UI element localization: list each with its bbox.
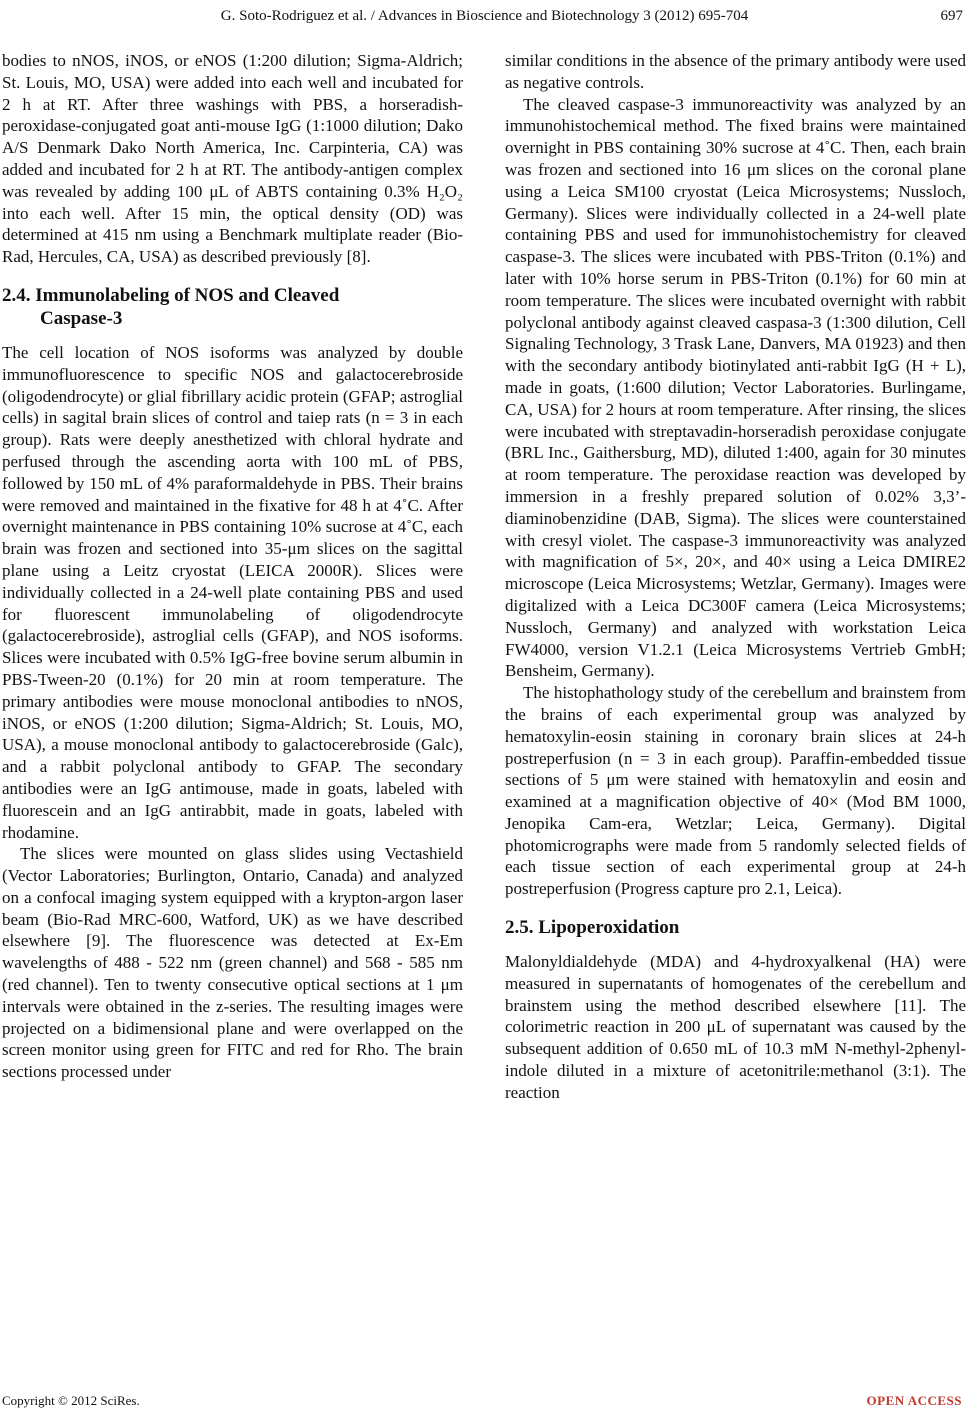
page-footer xyxy=(2,1393,962,1409)
heading-line: 2.4. Immunolabeling of NOS and Cleaved xyxy=(2,284,340,306)
right-column xyxy=(505,50,966,1104)
paragraph: The histophathology study of the cerebellum and brainstem from the brains of each experimental group was analyzed by hematoxylin-eosin staining in coronary brain slices at 24-h postreperfusion (n = 3 in each group). Paraffin-embedded tissue sections of 5 μm were stained with hematoxylin and eosin and examined at a magnification objective of 40× (Mod BM 1000, Jenopika Cam-era, Wetzlar; Leica, Germany). Digital photomicrographs were made from 5 randomly selected fields of each tissue section of each experimental group at 24-h postreperfusion (Progress capture pro 2.1, Leica). xyxy=(505,683,966,899)
running-header xyxy=(0,8,969,32)
page-number: 697 xyxy=(940,8,963,24)
paragraph: bodies to nNOS, iNOS, or eNOS (1:200 dilution; Sigma-Aldrich; St. Louis, MO, USA) were added into each well and incubated for 2 h at RT. After three washings with PBS, a horseradish-peroxidase-conjugated goat anti-mouse IgG (1:1000 dilution; Dako A/S Denmark Dako North America, Inc. Carpinteria, CA) was added and incubated for 2 h at RT. The antibody-antigen complex was revealed by adding 100 μL of ABTS containing 0.3% H₂O₂ into each well. After 15 min, the optical density (OD) was determined at 415 nm using a Benchmark multiplate reader (Bio-Rad, Hercules, CA, USA) as described previously [8]. xyxy=(2,51,463,267)
section-heading-2-4 xyxy=(2,284,463,330)
paragraph: The slices were mounted on glass slides using Vectashield (Vector Laboratories; Burlington, Ontario, Canada) and analyzed on a confocal imaging system equipped with a krypton-argon laser beam (Bio-Rad MRC-600, Watford, UK) as we have described elsewhere [9]. The fluorescence was detected at Ex-Em wavelengths of 488 - 522 nm (green channel) and 568 - 585 nm (red channel). Ten to twenty consecutive optical sections at 1 μm intervals were obtained in the z-series. The resulting images were projected on a bidimensional plane and were overlapped on the screen monitor using green for FITC and red for Rho. The brain sections processed under xyxy=(2,844,463,1082)
section-heading-2-5: 2.5. Lipoperoxidation xyxy=(505,917,680,939)
left-column xyxy=(2,50,463,1083)
open-access-label: OPEN ACCESS xyxy=(866,1393,962,1408)
paragraph: The cell location of NOS isoforms was analyzed by double immunofluorescence to specific NOS and galactocerebroside (oligodendrocyte) or glial fibrillary acidic protein (GFAP; astroglial cells) in sagital brain slices of control and taiep rats (n = 3 in each group). Rats were deeply anesthetized with chloral hydrate and perfused through the ascending aorta with 100 mL of PBS, followed by 150 mL of 4% paraformaldehyde in PBS. Their brains were removed and maintained in the fixative for 48 h at 4˚C. After overnight maintenance in PBS containing 10% sucrose at 4˚C, each brain was frozen and sectioned into 35-μm slices on the sagittal plane using a Leitz cryostat (LEICA 2000R). Slices were individually collected in a 24-well plate containing PBS and used for fluorescent immunolabeling of oligodendrocyte (galactocerebroside), astroglial cells (GFAP), and NOS isoforms. Slices were incubated with 0.5% IgG-free bovine serum albumin in PBS-Tween-20 (0.1%) for 20 min at room temperature. The primary antibodies were mouse monoclonal antibodies to nNOS, iNOS, or eNOS (1:200 dilution; Sigma-Aldrich; St. Louis, MO, USA), a mouse monoclonal antibody to galactocerebroside (Galc), and a rabbit polyclonal antibody to GFAP. The secondary antibodies were an IgG antimouse, made in goats, labeled with fluorescein and an IgG antirabbit, made in goats, labeled with rhodamine. xyxy=(2,342,463,842)
heading-line: Caspase-3 xyxy=(40,307,123,329)
running-title: G. Soto-Rodriguez et al. / Advances in Bioscience and Biotechnology 3 (2012) 695-704 xyxy=(220,8,749,24)
copyright-notice: Copyright © 2012 SciRes. xyxy=(2,1393,140,1408)
paragraph: The cleaved caspase-3 immunoreactivity was analyzed by an immunohistochemical method. The fixed brains were maintained overnight in PBS containing 30% sucrose at 4˚C. Then, each brain was frozen and sectioned into 16 μm slices on the coronal plane using a Leica SM100 cryostat (Leica Microsystems; Nussloch, Germany). Slices were individually collected in a 24-well plate containing PBS and used for immunohistochemistry for cleaved caspase-3. The slices were incubated with PBS-Triton (0.1%) and later with 10% horse serum in PBS-Triton (0.1%) for 60 min at room temperature. The slices were incubated overnight with rabbit polyclonal antibody against cleaved caspasa-3 (1:300 dilution, Cell Signaling Technology, 3 Trask Lane, Danvers, MA 01923) and then with the secondary antibody biotinylated anti-rabbit IgG (H + L), made in goats, (1:600 dilution; Vector Laboratories. Burlingame, CA, USA) for 2 hours at room temperature. After rinsing, the slices were incubated with streptavadin-horseradish peroxidase conjugate (BRL Inc., Gaithersburg, MD), diluted 1:400, again for 30 minutes at room temperature. The peroxidase reaction was developed by immersion in a freshly prepared solution of 0.02% 3,3’-diaminobenzidine (DAB, Sigma). The slices were counterstained with cresyl violet. The caspase-3 immunoreactivity was analyzed with magnification of 5×, 20×, and 40× using a Leica DMIRE2 microscope (Leica Microsystems; Wetzlar, Germany). Images were digitalized with a Leica DC300F camera (Leica Microsystems; Nussloch, Germany) and analyzed with workstation Leica FW4000, version V1.2.1 (Leica Microsystems Vertrieb GmbH; Bensheim, Germany). xyxy=(505,94,966,681)
paragraph: Malonyldialdehyde (MDA) and 4-hydroxyalkenal (HA) were measured in supernatants of homogenates of the cerebellum and brainstem using the method described elsewhere [11]. The colorimetric reaction in 200 μL of supernatant was caused by the subsequent addition of 0.650 mL of 10.3 mM N-methyl-2phenyl-indole diluted in a mixture of acetonitrile:methanol (3:1). The reaction xyxy=(505,952,966,1102)
paragraph: similar conditions in the absence of the primary antibody were used as negative controls. xyxy=(505,51,966,92)
